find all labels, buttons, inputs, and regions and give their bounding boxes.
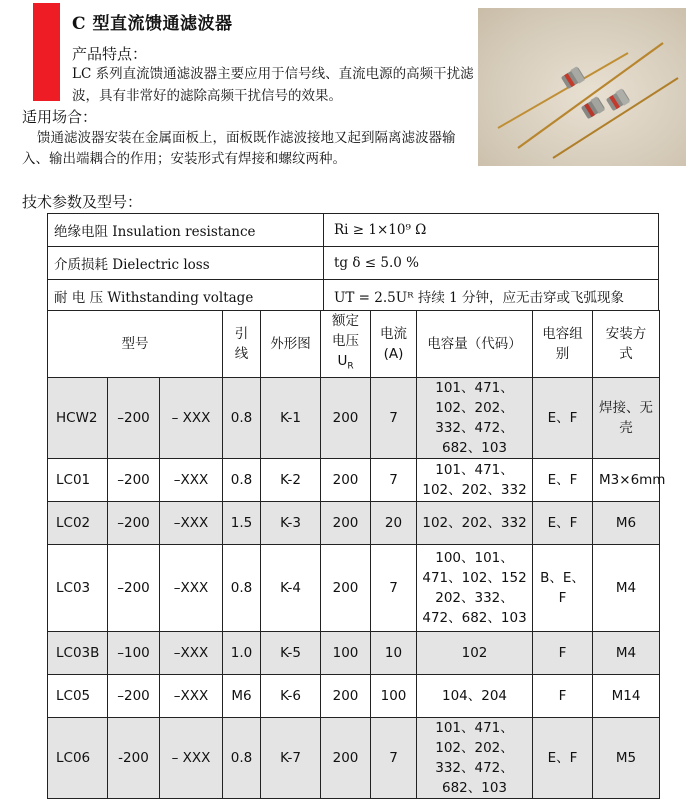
model-voltage-code-cell: –200	[108, 377, 160, 458]
param-row	[48, 280, 659, 313]
header-model: 型号	[48, 311, 223, 378]
model-cap-code-cell: –XXX	[160, 631, 223, 674]
lead-cell: 0.8	[223, 377, 261, 458]
header-capacitance: 电容量（代码）	[417, 311, 533, 378]
group-cell: E、F	[533, 377, 593, 458]
title-accent-bar	[33, 3, 60, 101]
model-cap-code-cell: – XXX	[160, 377, 223, 458]
table-row	[48, 674, 660, 717]
header-current-text: 电流(A)	[380, 325, 408, 362]
feedthrough-filter-image	[478, 8, 686, 166]
model-cap-code-cell: –XXX	[160, 501, 223, 544]
model-code-cell: LC05	[48, 674, 108, 717]
table-row	[48, 377, 660, 458]
tech-heading: 技术参数及型号：	[22, 193, 143, 211]
current-cell: 7	[371, 717, 417, 798]
outline-cell: K-1	[261, 377, 321, 458]
voltage-cell: 200	[321, 458, 371, 501]
header-group-text: 电容组别	[542, 325, 583, 362]
header-row	[48, 311, 660, 378]
param-row	[48, 214, 659, 247]
voltage-cell: 200	[321, 717, 371, 798]
mount-cell: M3×6mm	[593, 458, 660, 501]
current-cell: 20	[371, 501, 417, 544]
model-code-cell: LC01	[48, 458, 108, 501]
lead-cell: M6	[223, 674, 261, 717]
table-row	[48, 501, 660, 544]
model-voltage-code-cell: –200	[108, 501, 160, 544]
voltage-cell: 200	[321, 544, 371, 631]
group-cell: E、F	[533, 717, 593, 798]
param-value: UT = 2.5Uᴿ 持续 1 分钟，应无击穿或飞弧现象	[324, 280, 659, 313]
model-voltage-code-cell: –200	[108, 674, 160, 717]
current-cell: 10	[371, 631, 417, 674]
capacitance-cell: 102、202、332	[417, 501, 533, 544]
mount-cell: M14	[593, 674, 660, 717]
header-current	[371, 311, 417, 378]
page-title: C 型直流馈通滤波器	[72, 14, 233, 34]
model-voltage-code-cell: –200	[108, 458, 160, 501]
capacitance-cell: 101、471、102、202、332、472、682、103	[417, 377, 533, 458]
features-text: LC 系列直流馈通滤波器主要应用于信号线、直流电源的高频干扰滤波，具有非常好的滤除高频干扰信号的效果。	[72, 66, 474, 104]
outline-cell: K-2	[261, 458, 321, 501]
capacitance-cell: 101、471、102、202、332	[417, 458, 533, 501]
model-cap-code-cell: –XXX	[160, 458, 223, 501]
features-heading: 产品特点：	[72, 45, 148, 63]
capacitance-cell: 104、204	[417, 674, 533, 717]
applications-heading: 适用场合：	[22, 108, 98, 126]
applications-text: 馈通滤波器安装在金属面板上，面板既作滤波接地又起到隔离滤波器输入、输出端耦合的作用；安装形式有焊接和螺纹两种。	[22, 130, 456, 167]
group-cell: E、F	[533, 458, 593, 501]
header-mount-text: 安装方式	[605, 325, 647, 362]
outline-cell: K-4	[261, 544, 321, 631]
model-code-cell: LC02	[48, 501, 108, 544]
lead-cell: 0.8	[223, 458, 261, 501]
header-lead-text: 引线	[234, 325, 249, 362]
model-cap-code-cell: –XXX	[160, 544, 223, 631]
header-mount	[593, 311, 660, 378]
table-row	[48, 631, 660, 674]
model-code-cell: LC06	[48, 717, 108, 798]
model-voltage-code-cell: –100	[108, 631, 160, 674]
param-label: 绝缘电阻 Insulation resistance	[48, 214, 324, 247]
header-voltage-text: 额定电压	[332, 313, 360, 349]
param-row	[48, 247, 659, 280]
params-table	[47, 213, 659, 313]
models-table	[47, 310, 666, 799]
group-cell: E、F	[533, 501, 593, 544]
param-label: 介质损耗 Dielectric loss	[48, 247, 324, 280]
capacitance-cell: 100、101、471、102、152 202、332、472、682、103	[417, 544, 533, 631]
mount-cell: M5	[593, 717, 660, 798]
model-code-cell: LC03	[48, 544, 108, 631]
mount-cell: M6	[593, 501, 660, 544]
header-group	[533, 311, 593, 378]
voltage-cell: 100	[321, 631, 371, 674]
lead-cell: 1.5	[223, 501, 261, 544]
mount-cell: 焊接、无壳	[593, 377, 660, 458]
lead-cell: 0.8	[223, 544, 261, 631]
model-code-cell: HCW2	[48, 377, 108, 458]
voltage-cell: 200	[321, 674, 371, 717]
header-lead	[223, 311, 261, 378]
group-cell: F	[533, 674, 593, 717]
capacitance-cell: 102	[417, 631, 533, 674]
outline-cell: K-3	[261, 501, 321, 544]
param-value: tg δ ≤ 5.0 %	[324, 247, 659, 280]
table-row	[48, 458, 660, 501]
outline-cell: K-5	[261, 631, 321, 674]
current-cell: 7	[371, 458, 417, 501]
group-cell: B、E、F	[533, 544, 593, 631]
header-voltage-symbol: $U_R$	[337, 353, 354, 372]
capacitance-cell: 101、471、102、202、332、472、682、103	[417, 717, 533, 798]
param-label: 耐 电 压 Withstanding voltage	[48, 280, 324, 313]
current-cell: 100	[371, 674, 417, 717]
table-row	[48, 717, 660, 798]
lead-cell: 1.0	[223, 631, 261, 674]
mount-cell: M4	[593, 544, 660, 631]
outline-cell: K-7	[261, 717, 321, 798]
model-voltage-code-cell: -200	[108, 717, 160, 798]
group-cell: F	[533, 631, 593, 674]
model-voltage-code-cell: –200	[108, 544, 160, 631]
header-voltage	[321, 311, 371, 378]
model-code-cell: LC03B	[48, 631, 108, 674]
outline-cell: K-6	[261, 674, 321, 717]
table-row	[48, 544, 660, 631]
header-outline: 外形图	[261, 311, 321, 378]
voltage-cell: 200	[321, 377, 371, 458]
param-value: Ri ≥ 1×10⁹ Ω	[324, 214, 659, 247]
voltage-cell: 200	[321, 501, 371, 544]
current-cell: 7	[371, 377, 417, 458]
model-cap-code-cell: – XXX	[160, 717, 223, 798]
current-cell: 7	[371, 544, 417, 631]
model-cap-code-cell: –XXX	[160, 674, 223, 717]
product-photo	[478, 8, 686, 166]
mount-cell: M4	[593, 631, 660, 674]
lead-cell: 0.8	[223, 717, 261, 798]
